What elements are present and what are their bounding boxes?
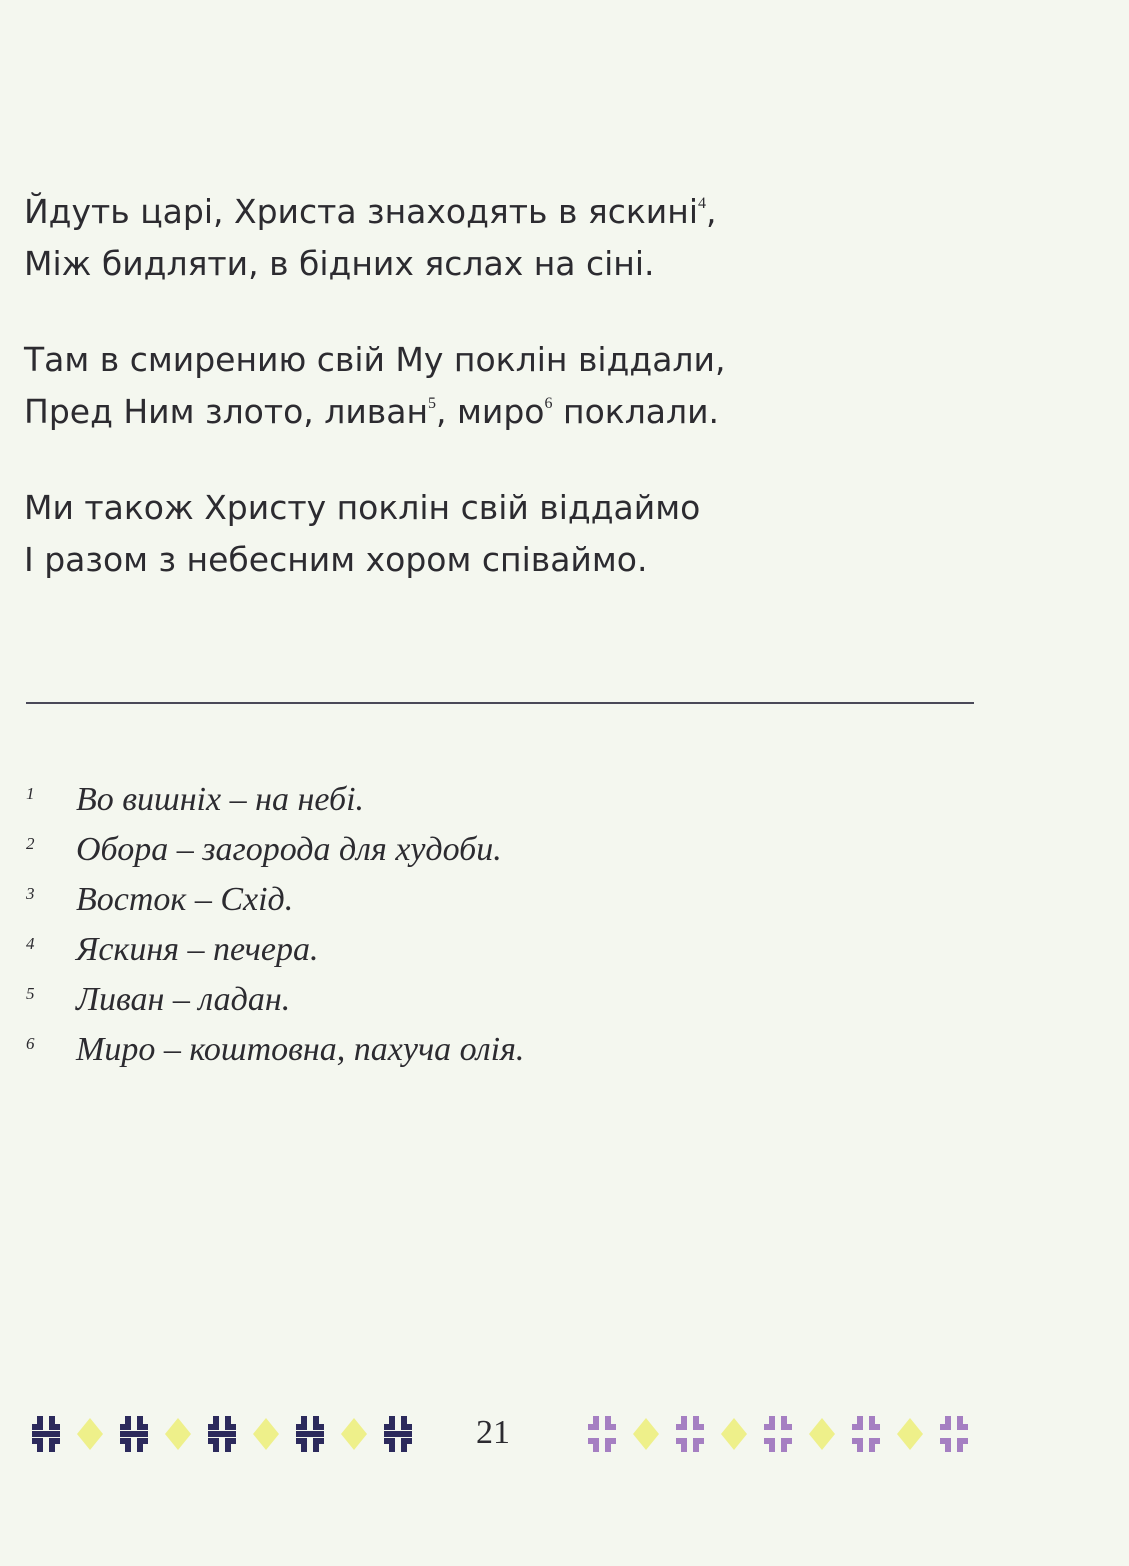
stanza-3	[24, 482, 725, 586]
footnote-text: Миро – коштовна, пахуча олія.	[76, 1031, 525, 1068]
verse-text: Пред Ним злото, ливан	[24, 392, 429, 431]
footnote-text: Восток – Схід.	[76, 881, 294, 918]
footnote-text: Обора – загорода для худоби.	[76, 831, 502, 868]
footnote-number: 6	[26, 1034, 35, 1053]
poem-verses	[24, 186, 725, 630]
footnote-ref[interactable]: 6	[544, 395, 553, 412]
verse-text: поклали.	[552, 392, 720, 431]
footnote-text: Ливан – ладан.	[76, 981, 291, 1018]
cross-motif-icon	[384, 1416, 412, 1452]
footnote-ref[interactable]: 5	[428, 395, 437, 412]
cross-motif-icon	[120, 1416, 148, 1452]
verse-line: Ми також Христу поклін свій віддаймо	[24, 488, 701, 527]
verse-line	[24, 186, 725, 238]
footnote-number: 4	[26, 934, 35, 953]
diamond-motif-icon	[341, 1418, 367, 1450]
cross-motif-icon	[588, 1416, 616, 1452]
footnote-divider	[26, 702, 974, 704]
diamond-motif-icon	[77, 1418, 103, 1450]
footnote-number: 1	[26, 784, 35, 803]
stanza-1	[24, 186, 725, 290]
diamond-motif-icon	[721, 1418, 747, 1450]
footnote-number: 2	[26, 834, 35, 853]
cross-motif-icon	[940, 1416, 968, 1452]
verse-line	[24, 386, 725, 438]
embroidery-ornament-right	[580, 1412, 980, 1456]
verse-line: Між бидляти, в бідних яслах на сіні.	[24, 244, 655, 283]
cross-motif-icon	[32, 1416, 60, 1452]
cross-motif-icon	[852, 1416, 880, 1452]
footnote-text: Яскиня – печера.	[76, 931, 319, 968]
page-number: 21	[476, 1414, 510, 1451]
footnote-text: Во вишніх – на небі.	[76, 781, 365, 818]
verse-line: Там в смирению свій Му поклін віддали,	[24, 340, 726, 379]
footnote-number: 5	[26, 984, 35, 1003]
footnote-number: 3	[26, 884, 35, 903]
verse-line: І разом з небесним хором співаймо.	[24, 540, 648, 579]
verse-text: , миро	[436, 392, 545, 431]
cross-motif-icon	[208, 1416, 236, 1452]
diamond-motif-icon	[165, 1418, 191, 1450]
diamond-motif-icon	[809, 1418, 835, 1450]
cross-motif-icon	[764, 1416, 792, 1452]
verse-text: ,	[706, 192, 717, 231]
stanza-2	[24, 334, 725, 438]
diamond-motif-icon	[253, 1418, 279, 1450]
cross-motif-icon	[676, 1416, 704, 1452]
cross-motif-icon	[296, 1416, 324, 1452]
embroidery-ornament-left	[24, 1412, 424, 1456]
footnote-ref[interactable]: 4	[698, 195, 707, 212]
diamond-motif-icon	[897, 1418, 923, 1450]
verse-text: Йдуть царі, Христа знаходять в яскині	[24, 192, 699, 231]
diamond-motif-icon	[633, 1418, 659, 1450]
